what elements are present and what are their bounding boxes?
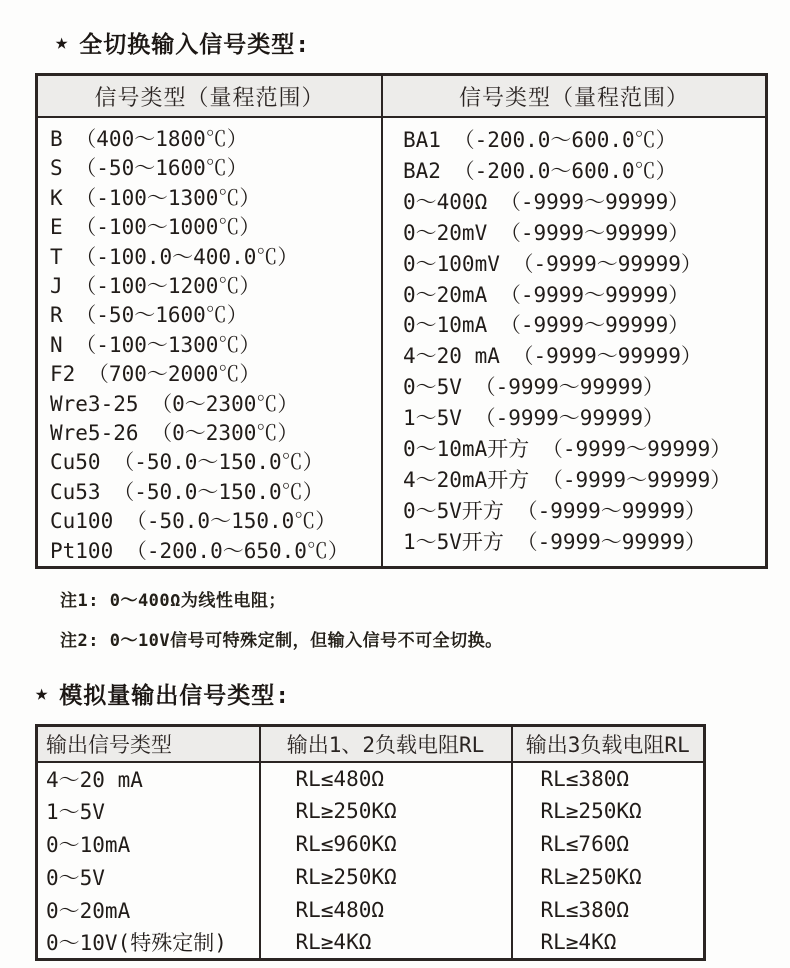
output-rl3-cell: RL≤380Ω bbox=[512, 762, 705, 795]
output-table-header-rl12: 输出1、2负载电阻RL bbox=[260, 726, 512, 762]
input-signal-row: Cu53 （-50.0～150.0℃） bbox=[50, 479, 324, 504]
output-table-row bbox=[37, 762, 705, 795]
input-signal-row: BA2 （-200.0～600.0℃） bbox=[403, 158, 677, 183]
input-signal-row: 0～10mA （-9999～99999） bbox=[403, 313, 690, 338]
output-signal-type-cell: 0～20mA bbox=[46, 899, 131, 924]
input-signal-row: 1～5V （-9999～99999） bbox=[403, 406, 665, 431]
output-rl12-cell: RL≤960KΩ bbox=[260, 828, 512, 861]
input-signal-row: 0～20mV （-9999～99999） bbox=[403, 220, 690, 245]
input-signal-row: 4～20mA开方 （-9999～99999） bbox=[403, 467, 732, 492]
input-signal-row: 0～5V开方 （-9999～99999） bbox=[403, 498, 707, 523]
input-signal-row: 4～20 mA （-9999～99999） bbox=[403, 344, 702, 369]
output-signal-type-cell: 0～5V bbox=[46, 866, 105, 891]
output-table-header-rl3: 输出3负载电阻RL bbox=[512, 726, 705, 762]
output-signal-table bbox=[35, 724, 706, 961]
output-signal-title-text: 模拟量输出信号类型: bbox=[59, 683, 291, 710]
input-signal-row: S （-50～1600℃） bbox=[50, 156, 248, 181]
note-line: 注1: 0～400Ω为线性电阻； bbox=[60, 591, 286, 612]
output-rl3-cell: RL≤380Ω bbox=[512, 894, 705, 927]
output-rl3-cell: RL≤760Ω bbox=[512, 828, 705, 861]
input-signal-row: E （-100～1000℃） bbox=[50, 215, 261, 240]
input-signal-list-right bbox=[383, 118, 765, 558]
output-rl3-cell: RL≥250KΩ bbox=[512, 795, 705, 828]
output-table-header-type: 输出信号类型 bbox=[37, 726, 260, 762]
output-signal-type-cell: 0～10V(特殊定制) bbox=[46, 931, 227, 956]
output-signal-type-cell: 4～20 mA bbox=[46, 767, 143, 792]
star-icon: ★ bbox=[55, 30, 70, 55]
input-signal-row: 0～20mA （-9999～99999） bbox=[403, 282, 690, 307]
input-signal-row: B （400～1800℃） bbox=[50, 127, 248, 151]
input-signal-title-text: 全切换输入信号类型: bbox=[79, 32, 311, 58]
input-signal-table-header-left: 信号类型（量程范围） bbox=[38, 76, 381, 118]
input-signal-row: 0～400Ω （-9999～99999） bbox=[403, 189, 690, 214]
output-rl12-cell: RL≥4KΩ bbox=[260, 927, 512, 960]
input-signal-row: F2 （700～2000℃） bbox=[50, 362, 261, 387]
input-signal-table-header-right: 信号类型（量程范围） bbox=[383, 76, 765, 118]
output-rl3-cell: RL≥250KΩ bbox=[512, 861, 705, 894]
input-signal-row: 1～5V开方 （-9999～99999） bbox=[403, 529, 707, 554]
input-signal-row: N （-100～1300℃） bbox=[50, 332, 261, 357]
input-signal-table-right-column bbox=[383, 76, 765, 566]
input-signal-table bbox=[35, 73, 768, 569]
output-rl12-cell: RL≥250KΩ bbox=[260, 861, 512, 894]
input-signal-row: 0～100mV （-9999～99999） bbox=[403, 251, 702, 276]
output-table-body bbox=[37, 762, 705, 960]
output-table-row bbox=[37, 861, 705, 894]
input-signal-row: Pt100 （-200.0～650.0℃） bbox=[50, 538, 349, 563]
input-signal-row: J （-100～1200℃） bbox=[50, 274, 261, 299]
note-line: 注2: 0～10V信号可特殊定制，但输入信号不可全切换。 bbox=[60, 631, 503, 652]
input-signal-row: R （-50～1600℃） bbox=[50, 303, 248, 328]
notes-block bbox=[60, 586, 768, 651]
output-rl12-cell: RL≤480Ω bbox=[260, 762, 512, 795]
output-signal-type-cell: 1～5V bbox=[46, 800, 105, 825]
input-signal-row: 0～10mA开方 （-9999～99999） bbox=[403, 437, 732, 462]
input-signal-row: Wre5-26 （0～2300℃） bbox=[50, 421, 299, 446]
output-rl3-cell: RL≥4KΩ bbox=[512, 927, 705, 960]
output-signal-section-title bbox=[35, 677, 768, 710]
input-signal-row: Cu100 （-50.0～150.0℃） bbox=[50, 509, 337, 534]
output-table-row bbox=[37, 927, 705, 960]
input-signal-section-title bbox=[55, 26, 768, 59]
output-rl12-cell: RL≥250KΩ bbox=[260, 795, 512, 828]
output-table-row bbox=[37, 828, 705, 861]
input-signal-row: K （-100～1300℃） bbox=[50, 185, 261, 210]
output-rl12-cell: RL≤480Ω bbox=[260, 894, 512, 927]
output-signal-type-cell: 0～10mA bbox=[46, 833, 131, 858]
input-signal-row: Wre3-25 （0～2300℃） bbox=[50, 391, 299, 416]
input-signal-row: T （-100.0～400.0℃） bbox=[50, 244, 299, 269]
output-table-header-row bbox=[37, 726, 705, 762]
star-icon: ★ bbox=[35, 681, 50, 707]
input-signal-row: 0～5V （-9999～99999） bbox=[403, 375, 665, 400]
output-table-row bbox=[37, 894, 705, 927]
input-signal-table-left-column bbox=[38, 76, 383, 566]
input-signal-list-left bbox=[38, 118, 381, 566]
input-signal-row: BA1 （-200.0～600.0℃） bbox=[403, 128, 677, 152]
output-table-row bbox=[37, 795, 705, 828]
input-signal-row: Cu50 （-50.0～150.0℃） bbox=[50, 450, 324, 475]
